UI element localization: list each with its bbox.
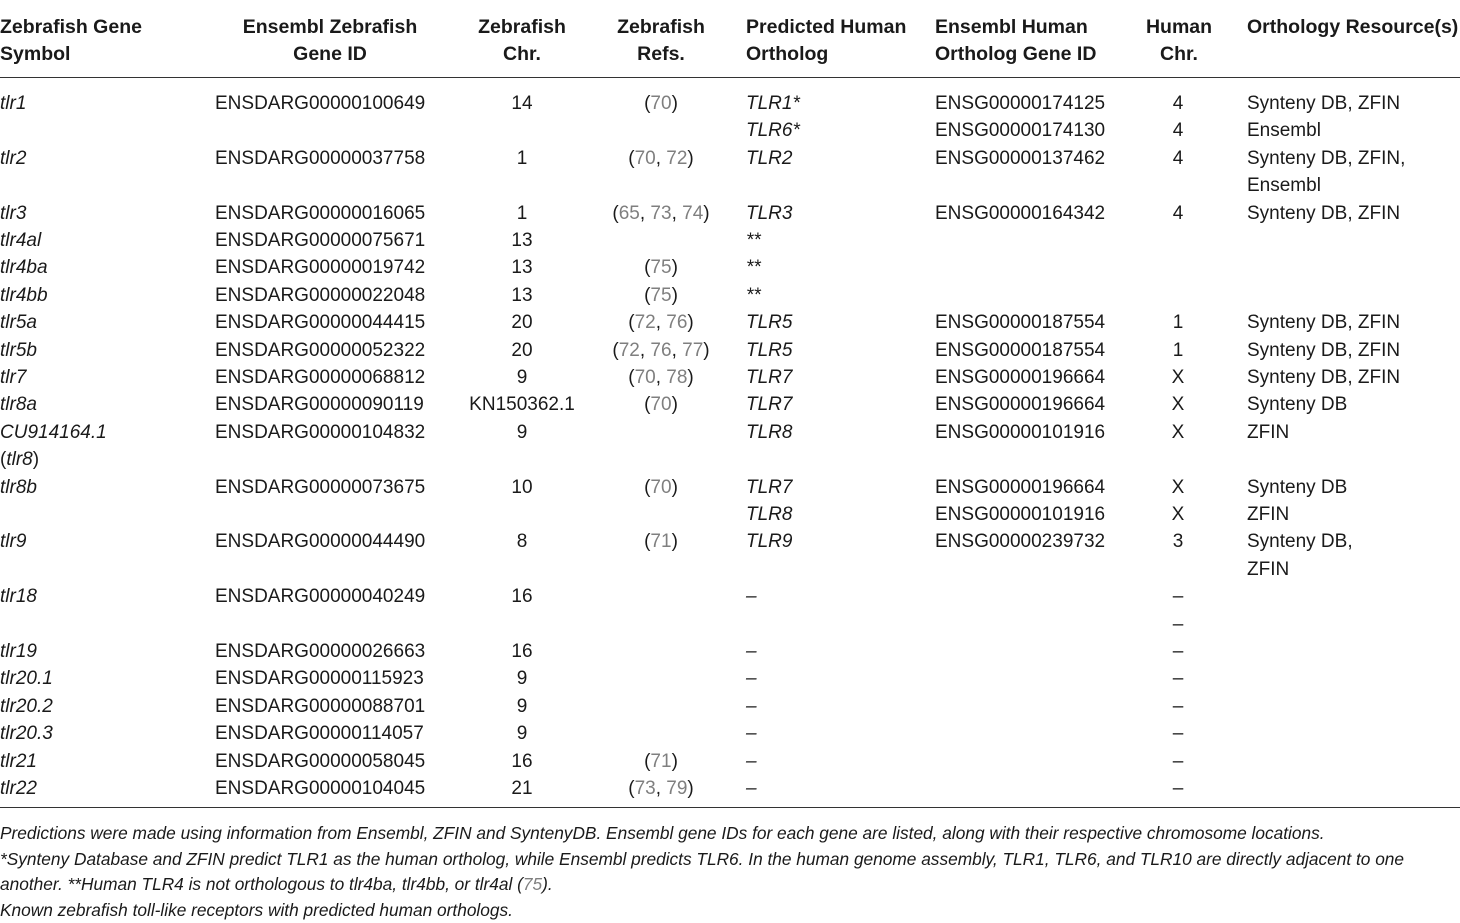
zebrafish-chr: 9 — [516, 668, 528, 690]
reference-link[interactable]: 72 — [666, 147, 688, 169]
reference-link[interactable]: 75 — [650, 257, 672, 279]
human-ortholog-line: – — [746, 586, 757, 608]
orthology-resource — [1247, 145, 1405, 200]
orthology-resource-line: Synteny DB — [1247, 476, 1348, 498]
human-ortholog — [746, 391, 792, 418]
gene-symbol — [0, 391, 37, 418]
human-ortholog-line: TLR8 — [746, 504, 793, 525]
orthology-resource — [1247, 391, 1347, 418]
human-chr — [1098, 638, 1258, 665]
table-bottom-rule — [0, 807, 1460, 808]
human-chr — [1098, 391, 1258, 418]
gene-symbol — [0, 748, 37, 775]
human-ortholog-line: TLR7 — [746, 476, 793, 498]
footnote-3-text: another. **Human TLR4 is not orthologous to tlr4ba, tlr4bb, or tlr4al ( — [0, 874, 523, 894]
orthology-resource-line: ZFIN — [1247, 504, 1290, 525]
human-gene-id — [935, 528, 1105, 555]
reference-link[interactable]: 70 — [634, 367, 656, 388]
table-caption: Known zebrafish toll-like receptors with predicted human orthologs. — [0, 900, 513, 920]
human-gene-id-line: ENSG00000187554 — [935, 339, 1106, 361]
human-ortholog — [746, 583, 757, 610]
human-ortholog-line: TLR7 — [746, 367, 793, 388]
human-chr — [1098, 364, 1258, 391]
reference-link[interactable]: 77 — [682, 339, 704, 361]
column-header-line: Zebrafish — [478, 16, 566, 38]
orthology-resource-line: Synteny DB — [1247, 394, 1348, 416]
zebrafish-chr: 9 — [516, 695, 528, 717]
zebrafish-refs: (75) — [644, 284, 678, 306]
gene-symbol — [0, 200, 26, 227]
zebrafish-gene-id: ENSDARG00000026663 — [215, 641, 426, 662]
human-ortholog — [746, 200, 792, 227]
zebrafish-chr: 8 — [516, 531, 528, 553]
human-chr-line: – — [1172, 695, 1184, 717]
zebrafish-gene-id: ENSDARG00000114057 — [215, 723, 424, 745]
human-ortholog — [746, 748, 757, 775]
zebrafish-chr: 1 — [516, 202, 528, 224]
gene-symbol-line: tlr7 — [0, 367, 27, 388]
reference-link[interactable]: 76 — [650, 339, 672, 361]
gene-symbol — [0, 309, 37, 336]
human-chr-line: – — [1172, 613, 1184, 635]
human-chr-line: 4 — [1172, 202, 1184, 224]
footnote-3-ref[interactable]: 75 — [522, 874, 543, 894]
human-chr-line: – — [1172, 778, 1184, 799]
orthology-resource — [1247, 90, 1400, 145]
human-chr — [1098, 90, 1258, 145]
human-chr-line: X — [1171, 394, 1185, 416]
human-chr — [1098, 665, 1258, 692]
human-chr-line: – — [1172, 750, 1184, 772]
zebrafish-refs: (65, 73, 74) — [612, 202, 710, 224]
human-ortholog — [746, 419, 792, 446]
gene-symbol-line: tlr4bb — [0, 284, 48, 306]
column-header-line: Symbol — [0, 43, 71, 65]
gene-symbol-line: tlr4al — [0, 230, 42, 251]
reference-link[interactable]: 70 — [634, 147, 656, 169]
zebrafish-gene-id: ENSDARG00000100649 — [215, 93, 426, 114]
orthology-resource-line: ZFIN — [1247, 558, 1290, 580]
human-ortholog-line: TLR6* — [746, 120, 800, 142]
zebrafish-refs: (71) — [644, 750, 678, 772]
gene-symbol — [0, 665, 53, 692]
reference-link[interactable]: 70 — [650, 394, 672, 416]
human-ortholog — [746, 145, 792, 172]
human-chr-line: 4 — [1172, 147, 1184, 169]
human-ortholog — [746, 254, 761, 281]
zebrafish-refs: (70) — [644, 476, 678, 498]
zebrafish-chr: 9 — [516, 421, 528, 443]
zebrafish-gene-id: ENSDARG00000019742 — [215, 257, 426, 279]
human-ortholog — [746, 720, 757, 747]
gene-symbol-line: tlr20.3 — [0, 723, 53, 745]
human-gene-id — [935, 364, 1105, 391]
human-ortholog-line: TLR7 — [746, 394, 793, 416]
zebrafish-chr: 13 — [511, 284, 533, 306]
human-chr — [1098, 528, 1258, 555]
human-gene-id-line: ENSG00000196664 — [935, 476, 1106, 498]
zebrafish-refs: (72, 76) — [628, 312, 694, 334]
gene-symbol — [0, 638, 37, 665]
human-chr-line: – — [1172, 723, 1184, 745]
zebrafish-chr: KN150362.1 — [469, 394, 575, 416]
orthology-resource — [1247, 309, 1400, 336]
human-chr — [1098, 145, 1258, 172]
column-header-line: Refs. — [637, 43, 685, 65]
column-header-line: Zebrafish — [617, 16, 705, 38]
reference-link[interactable]: 73 — [634, 778, 656, 799]
human-gene-id-line: ENSG00000174125 — [935, 93, 1106, 114]
human-ortholog-line: – — [746, 668, 757, 690]
human-gene-id — [935, 391, 1105, 418]
zebrafish-gene-id: ENSDARG00000044490 — [215, 531, 426, 553]
reference-link[interactable]: 79 — [666, 778, 688, 799]
human-gene-id — [935, 90, 1105, 145]
gene-symbol-line-text: (tlr8) — [0, 449, 40, 471]
gene-symbol-line — [0, 446, 107, 473]
human-ortholog — [746, 693, 757, 720]
human-chr-line: – — [1172, 586, 1184, 608]
reference-link[interactable]: 76 — [666, 312, 688, 334]
reference-link[interactable]: 72 — [634, 312, 656, 334]
human-gene-id — [935, 419, 1105, 446]
human-gene-id — [935, 145, 1105, 172]
zebrafish-chr: 10 — [511, 476, 533, 498]
human-chr — [1098, 337, 1258, 364]
gene-symbol — [0, 282, 48, 309]
zebrafish-gene-id: ENSDARG00000090119 — [215, 394, 424, 416]
column-header-line: Orthology Resource(s) — [1247, 16, 1459, 38]
human-gene-id-line: ENSG00000137462 — [935, 147, 1106, 169]
column-header-line: Ortholog Gene ID — [935, 43, 1097, 65]
human-ortholog — [746, 282, 761, 309]
zebrafish-gene-id: ENSDARG00000052322 — [215, 339, 426, 361]
reference-link[interactable]: 70 — [650, 476, 672, 498]
zebrafish-refs: (72, 76, 77) — [612, 339, 710, 361]
human-ortholog-line: TLR1* — [746, 93, 800, 114]
gene-symbol-line: tlr8b — [0, 476, 37, 498]
reference-link[interactable]: 74 — [682, 202, 704, 224]
human-chr — [1098, 200, 1258, 227]
gene-symbol-line: tlr3 — [0, 202, 27, 224]
gene-symbol — [0, 583, 37, 610]
column-header — [0, 14, 142, 68]
orthology-resource — [1247, 200, 1400, 227]
human-chr — [1098, 748, 1258, 775]
zebrafish-refs: (71) — [644, 531, 678, 553]
human-chr — [1098, 583, 1258, 638]
human-ortholog-line: TLR5 — [746, 312, 793, 334]
human-chr-line: X — [1171, 421, 1185, 443]
human-gene-id-line: ENSG00000101916 — [935, 504, 1106, 525]
reference-link[interactable]: 78 — [666, 367, 688, 388]
human-chr-line: X — [1171, 367, 1185, 388]
human-gene-id — [935, 337, 1105, 364]
zebrafish-chr: 9 — [516, 723, 528, 745]
column-header-line: Ortholog — [746, 43, 829, 65]
human-chr-line: 1 — [1172, 339, 1184, 361]
gene-symbol — [0, 337, 37, 364]
gene-symbol-line: tlr5b — [0, 339, 37, 361]
human-ortholog-line: TLR8 — [746, 421, 793, 443]
human-gene-id-line: ENSG00000164342 — [935, 202, 1106, 224]
human-gene-id — [935, 309, 1105, 336]
human-gene-id — [935, 474, 1105, 529]
zebrafish-chr: 20 — [511, 312, 533, 334]
gene-symbol — [0, 419, 107, 474]
column-header-line: Chr. — [1160, 43, 1198, 65]
human-ortholog-line: – — [746, 723, 757, 745]
human-ortholog-line: ** — [746, 284, 761, 306]
column-header — [1247, 14, 1458, 41]
reference-link[interactable]: 70 — [650, 93, 672, 114]
column-header — [746, 14, 906, 68]
zebrafish-gene-id: ENSDARG00000115923 — [215, 668, 424, 690]
human-chr — [1098, 309, 1258, 336]
column-header-line: Predicted Human — [746, 16, 907, 38]
zebrafish-gene-id: ENSDARG00000068812 — [215, 367, 426, 388]
human-chr-line: 3 — [1172, 531, 1184, 553]
header-rule — [0, 77, 1460, 78]
gene-symbol-line: tlr18 — [0, 586, 37, 608]
human-chr-line: 4 — [1172, 120, 1184, 142]
orthology-resource-line: Synteny DB, ZFIN — [1247, 367, 1401, 388]
zebrafish-gene-id: ENSDARG00000016065 — [215, 202, 426, 224]
human-chr — [1098, 419, 1258, 446]
human-ortholog — [746, 775, 757, 802]
human-ortholog — [746, 638, 757, 665]
human-gene-id-line: ENSG00000196664 — [935, 367, 1106, 388]
human-chr-line: – — [1172, 641, 1184, 662]
gene-symbol-line: tlr8a — [0, 394, 37, 416]
human-chr — [1098, 693, 1258, 720]
gene-symbol-line: CU914164.1 — [0, 421, 107, 443]
human-gene-id-line: ENSG00000196664 — [935, 394, 1106, 416]
human-ortholog-line: – — [746, 695, 757, 717]
orthology-resource — [1247, 474, 1347, 529]
human-gene-id-line: ENSG00000101916 — [935, 421, 1106, 443]
zebrafish-refs: (70) — [644, 394, 678, 416]
reference-link[interactable]: 65 — [618, 202, 640, 224]
gene-symbol-line: tlr5a — [0, 312, 37, 334]
human-ortholog-line: – — [746, 778, 757, 799]
gene-symbol — [0, 254, 48, 281]
footnote-2: *Synteny Database and ZFIN predict TLR1 as the human ortholog, while Ensembl predicts TLR6. In the human genome assembly, TLR1, TLR6, and TLR10 are directly adjacent to one — [0, 849, 1405, 869]
gene-symbol — [0, 145, 26, 172]
reference-link[interactable]: 72 — [618, 339, 640, 361]
zebrafish-refs: (70, 78) — [628, 367, 694, 388]
human-ortholog — [746, 364, 792, 391]
column-header-line: Chr. — [503, 43, 541, 65]
reference-link[interactable]: 71 — [650, 750, 672, 772]
gene-symbol-line: tlr9 — [0, 531, 27, 553]
zebrafish-chr: 16 — [511, 750, 533, 772]
human-gene-id-line: ENSG00000174130 — [935, 120, 1106, 142]
column-header-line: Zebrafish Gene — [0, 16, 142, 38]
gene-symbol — [0, 528, 26, 555]
orthology-resource-line: Synteny DB, ZFIN — [1247, 93, 1401, 114]
reference-link[interactable]: 71 — [650, 531, 672, 553]
gene-symbol-line: tlr4ba — [0, 257, 48, 279]
zebrafish-gene-id: ENSDARG00000044415 — [215, 312, 426, 334]
column-header-line: Human — [1145, 16, 1213, 38]
zebrafish-gene-id: ENSDARG00000073675 — [215, 476, 426, 498]
gene-symbol — [0, 227, 41, 254]
human-ortholog-line: TLR2 — [746, 147, 793, 169]
human-ortholog — [746, 474, 792, 529]
orthology-resource — [1247, 419, 1289, 446]
human-gene-id-line: ENSG00000239732 — [935, 531, 1106, 553]
zebrafish-chr: 21 — [511, 778, 533, 799]
human-chr-line: X — [1171, 476, 1185, 498]
zebrafish-gene-id: ENSDARG00000075671 — [215, 230, 426, 251]
footnote-3 — [0, 872, 1460, 897]
zebrafish-gene-id: ENSDARG00000088701 — [215, 695, 426, 717]
zebrafish-refs: (75) — [644, 257, 678, 279]
orthology-resource-line: Ensembl — [1247, 120, 1321, 142]
zebrafish-refs: (70) — [644, 93, 678, 114]
human-chr-line: X — [1171, 504, 1185, 525]
orthology-resource — [1247, 528, 1353, 583]
gene-symbol-line: tlr2 — [0, 147, 27, 169]
gene-symbol — [0, 90, 26, 117]
human-ortholog-line: TLR3 — [746, 202, 793, 224]
column-header-line: Ensembl Human — [935, 16, 1088, 38]
orthology-resource-line: Synteny DB, ZFIN — [1247, 202, 1401, 224]
orthology-resource-line: Synteny DB, ZFIN — [1247, 339, 1401, 361]
zebrafish-chr: 16 — [511, 586, 533, 608]
orthology-resource-line: ZFIN — [1247, 421, 1290, 443]
human-ortholog-line: ** — [746, 230, 761, 251]
gene-symbol — [0, 693, 53, 720]
human-ortholog-line: – — [746, 641, 757, 662]
human-ortholog-line: TLR5 — [746, 339, 793, 361]
zebrafish-refs: (73, 79) — [628, 778, 694, 799]
human-ortholog-line: TLR9 — [746, 531, 793, 553]
zebrafish-gene-id: ENSDARG00000104832 — [215, 421, 426, 443]
orthology-resource-line: Synteny DB, ZFIN — [1247, 312, 1401, 334]
human-chr — [1098, 474, 1258, 529]
gene-symbol — [0, 720, 53, 747]
orthology-resource — [1247, 337, 1400, 364]
zebrafish-gene-id: ENSDARG00000040249 — [215, 586, 426, 608]
human-chr — [1098, 775, 1258, 802]
gene-symbol-line: tlr20.2 — [0, 695, 53, 717]
human-ortholog-line: ** — [746, 257, 761, 279]
zebrafish-chr: 1 — [516, 147, 528, 169]
zebrafish-chr: 13 — [511, 230, 533, 251]
gene-symbol-line: tlr21 — [0, 750, 37, 772]
footnote-1: Predictions were made using information from Ensembl, ZFIN and SyntenyDB. Ensembl gene IDs for each gene are listed, along with their respective chromosome locations. — [0, 823, 1325, 843]
zebrafish-refs: (70, 72) — [628, 147, 694, 169]
zebrafish-gene-id: ENSDARG00000104045 — [215, 778, 426, 799]
gene-symbol — [0, 474, 37, 501]
human-ortholog — [746, 337, 792, 364]
reference-link[interactable]: 73 — [650, 202, 672, 224]
human-ortholog-line: – — [746, 750, 757, 772]
zebrafish-chr: 14 — [511, 93, 533, 114]
orthology-resource-line: Synteny DB, — [1247, 531, 1353, 553]
human-gene-id-line: ENSG00000187554 — [935, 312, 1106, 334]
gene-symbol — [0, 364, 26, 391]
human-ortholog — [746, 528, 792, 555]
zebrafish-chr: 13 — [511, 257, 533, 279]
footnote-3-end: ). — [542, 874, 553, 894]
orthology-resource — [1247, 364, 1400, 391]
human-gene-id — [935, 200, 1105, 227]
gene-symbol-line: tlr22 — [0, 778, 37, 799]
human-ortholog — [746, 227, 761, 254]
gene-symbol — [0, 775, 37, 802]
reference-link[interactable]: 75 — [650, 284, 672, 306]
human-chr-line: – — [1172, 668, 1184, 690]
zebrafish-chr: 20 — [511, 339, 533, 361]
human-ortholog — [746, 90, 800, 145]
zebrafish-chr: 9 — [516, 367, 528, 388]
gene-symbol-line: tlr19 — [0, 641, 37, 662]
human-chr-line: 1 — [1172, 312, 1184, 334]
human-chr-line: 4 — [1172, 93, 1184, 114]
orthology-resource-line: Synteny DB, ZFIN, — [1247, 147, 1406, 169]
human-ortholog — [746, 309, 792, 336]
zebrafish-gene-id: ENSDARG00000058045 — [215, 750, 426, 772]
zebrafish-gene-id: ENSDARG00000022048 — [215, 284, 426, 306]
column-header-line: Gene ID — [293, 43, 367, 65]
gene-symbol-line: tlr1 — [0, 93, 27, 114]
zebrafish-chr: 16 — [511, 641, 533, 662]
human-chr — [1098, 720, 1258, 747]
orthology-resource-line: Ensembl — [1247, 175, 1321, 197]
column-header-line: Ensembl Zebrafish — [242, 16, 418, 38]
gene-symbol-line: tlr20.1 — [0, 668, 53, 690]
zebrafish-gene-id: ENSDARG00000037758 — [215, 147, 426, 169]
human-ortholog — [746, 665, 757, 692]
